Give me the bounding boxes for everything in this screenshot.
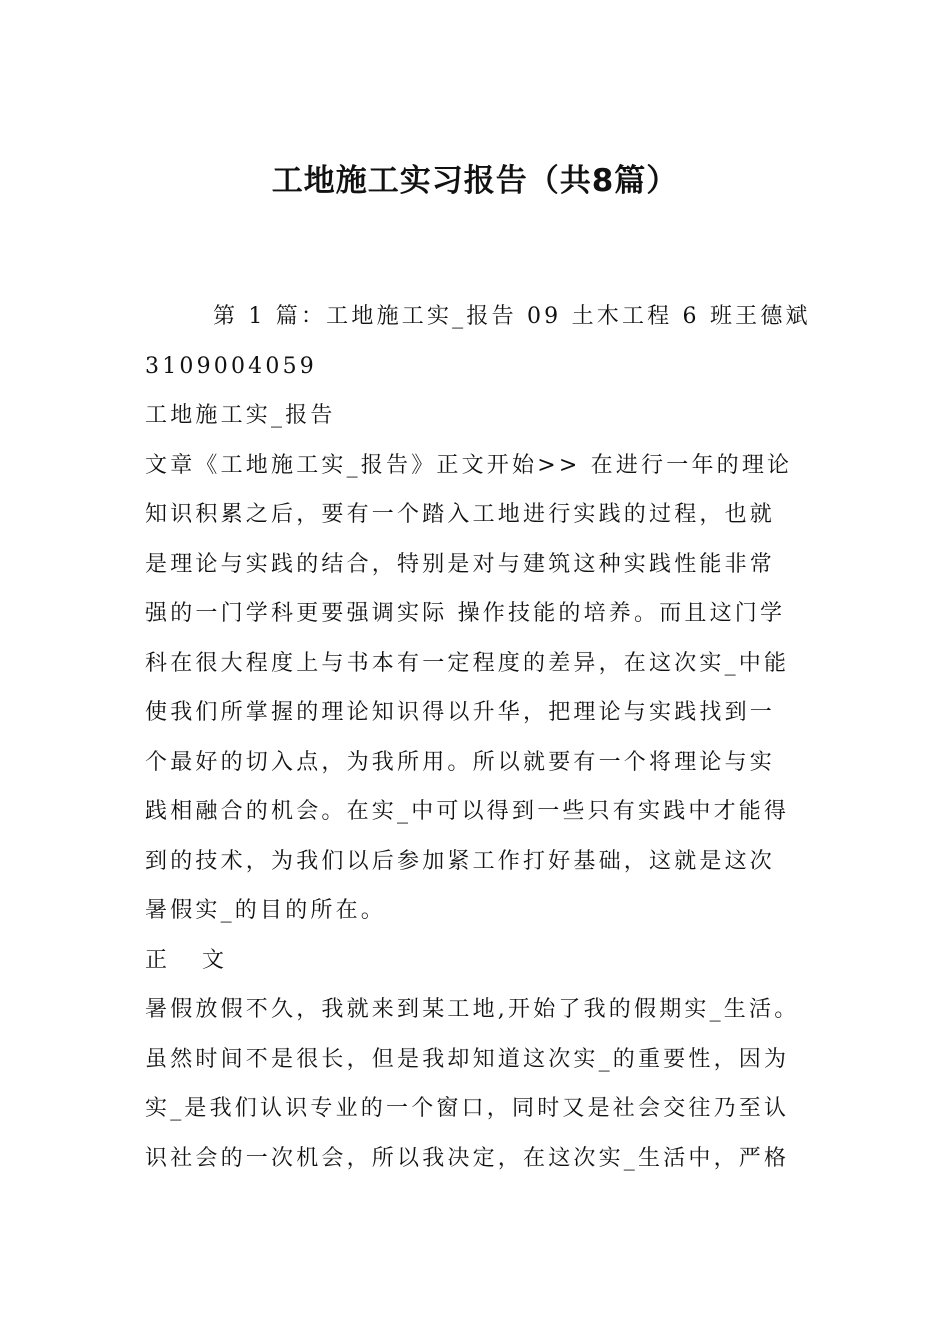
paragraph-line: 暑假实_的目的所在。 bbox=[145, 898, 387, 923]
paragraph-line: 识社会的一次机会，所以我决定，在这次实_生活中，严格 bbox=[145, 1145, 790, 1171]
paragraph-line: 个最好的切入点，为我所用。所以就要有一个将理论与实 bbox=[145, 749, 776, 775]
paragraph-line: 虽然时间不是很长，但是我却知道这次实_的重要性，因为 bbox=[145, 1046, 790, 1072]
paragraph-line: 践相融合的机会。在实_中可以得到一些只有实践中才能得 bbox=[145, 799, 790, 824]
paragraph-line: 是理论与实践的结合，特别是对与建筑这种实践性能非常 bbox=[145, 551, 776, 577]
paragraph-line: 知识积累之后，要有一个踏入工地进行实践的过程，也就 bbox=[145, 502, 776, 527]
section-heading-zhengwen: 正 文 bbox=[145, 947, 238, 973]
student-id-line: 3109004059 bbox=[145, 353, 317, 379]
paragraph-line: 暑假放假不久，我就来到某工地,开始了我的假期实_生活。 bbox=[145, 997, 800, 1022]
chapter-heading-line: 第 1 篇：工地施工实_报告 09 土木工程 6 班王德斌 bbox=[213, 304, 811, 329]
paragraph-line: 使我们所掌握的理论知识得以升华，把理论与实践找到一 bbox=[145, 700, 776, 725]
document-body bbox=[145, 292, 825, 1183]
report-subtitle-line: 工地施工实_报告 bbox=[145, 403, 336, 428]
paragraph-line: 强的一门学科更要强调实际 操作技能的培养。而且这门学 bbox=[145, 601, 786, 626]
paragraph-line: 科在很大程度上与书本有一定程度的差异，在这次实_中能 bbox=[145, 650, 790, 676]
paragraph-line: 实_是我们认识专业的一个窗口，同时又是社会交往乃至认 bbox=[145, 1096, 790, 1121]
paragraph-line: 到的技术，为我们以后参加紧工作打好基础，这就是这次 bbox=[145, 848, 776, 874]
paragraph-line: 文章《工地施工实_报告》正文开始>> 在进行一年的理论 bbox=[145, 452, 793, 478]
document-title: 工地施工实习报告（共8篇） bbox=[271, 163, 679, 199]
